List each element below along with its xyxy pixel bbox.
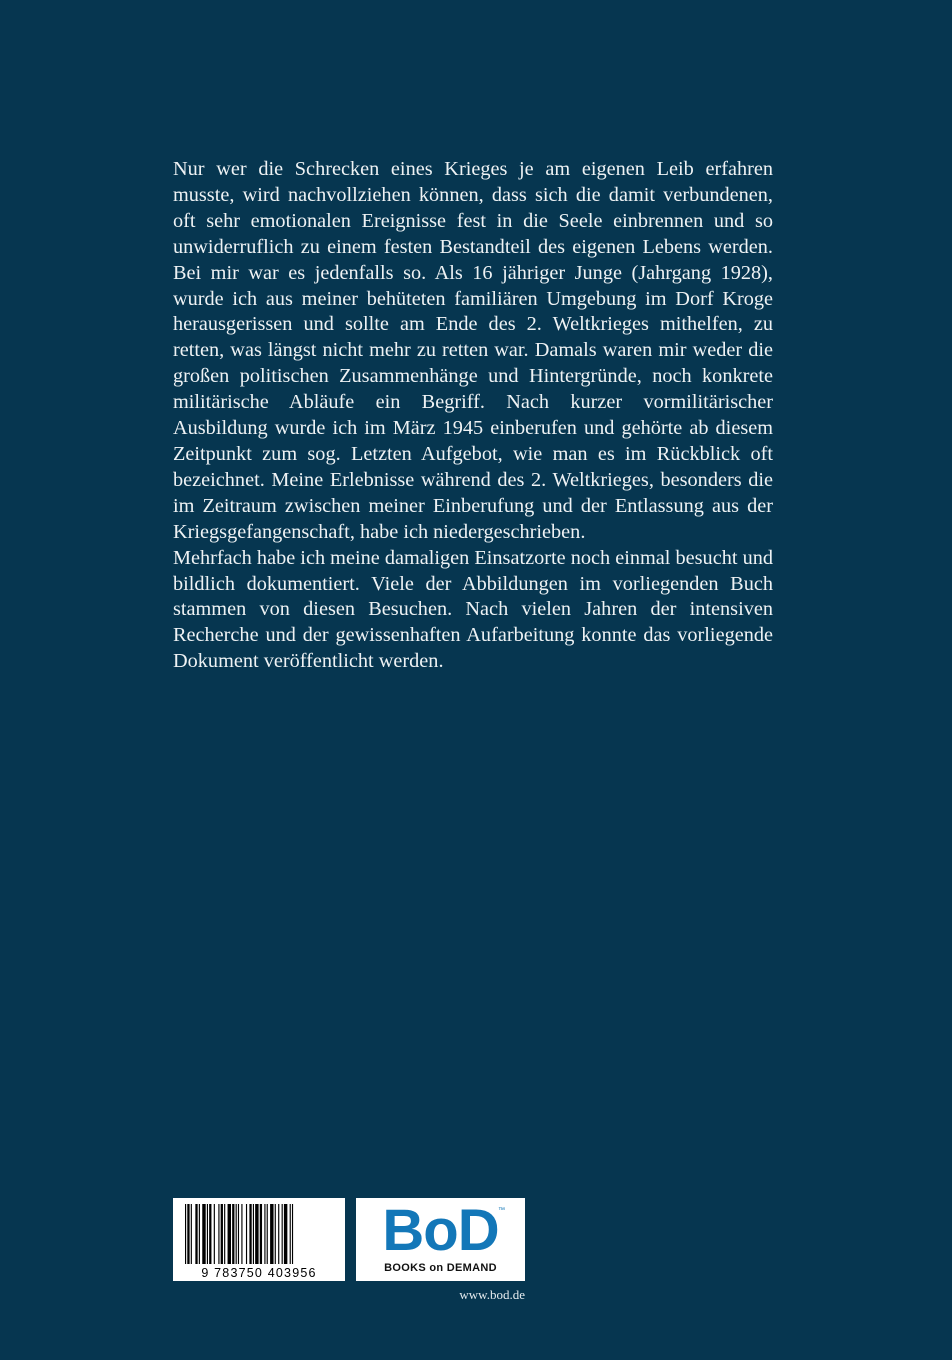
blurb-paragraph-1: Nur wer die Schrecken eines Krieges je am eigenen Leib erfahren musste, wird nachvollziehen können, dass sich die damit verbundenen, oft sehr emotionalen Ereignisse fest in die Seele einbrennen und so unwiderruflich zu einem festen Bestandteil des eigenen Lebens werden. Bei mir war es jedenfalls so. Als 16 jähriger Junge (Jahrgang 1928), wurde ich aus meiner behüteten familiären Umgebung im Dorf Kroge herausgerissen und sollte am Ende des 2. Weltkrieges mithelfen, zu retten, was längst nicht mehr zu retten war. Damals waren mir weder die großen politischen Zusammenhänge und Hintergründe, noch konkrete militärische Abläufe ein Begriff. Nach kurzer vormilitärischer Ausbildung wurde ich im März 1945 einberufen und gehörte ab diesem Zeitpunkt zum sog. Letzten Aufgebot, wie man es im Rückblick oft bezeichnet. Meine Erlebnisse während des 2. Weltkrieges, besonders die im Zeitraum zwischen meiner Einberufung und der Entlassung aus der Kriegsgefangenschaft, habe ich niedergeschrieben. [173, 158, 773, 543]
logo-trademark: ™ [498, 1207, 505, 1214]
blurb-text [173, 157, 773, 675]
publisher-website: www.bod.de [459, 1287, 525, 1302]
barcode-bars [173, 1198, 345, 1266]
logo-publisher-name: BOOKS on DEMAND [384, 1262, 497, 1274]
publisher-logo [356, 1198, 525, 1281]
logo-wordmark: BoD [382, 1198, 499, 1263]
isbn-number: 9 783750 403956 [201, 1266, 317, 1280]
blurb-paragraph-2: Mehrfach habe ich meine damaligen Einsatzorte noch einmal besucht und bildlich dokumentiert. Viele der Abbildungen im vorliegenden Buch stammen von diesen Besuchen. Nach vielen Jahren der intensiven Recherche und der gewissenhaften Aufarbeitung konnte das vorliegende Dokument veröffentlicht werden. [173, 546, 773, 673]
isbn-barcode [173, 1198, 345, 1281]
